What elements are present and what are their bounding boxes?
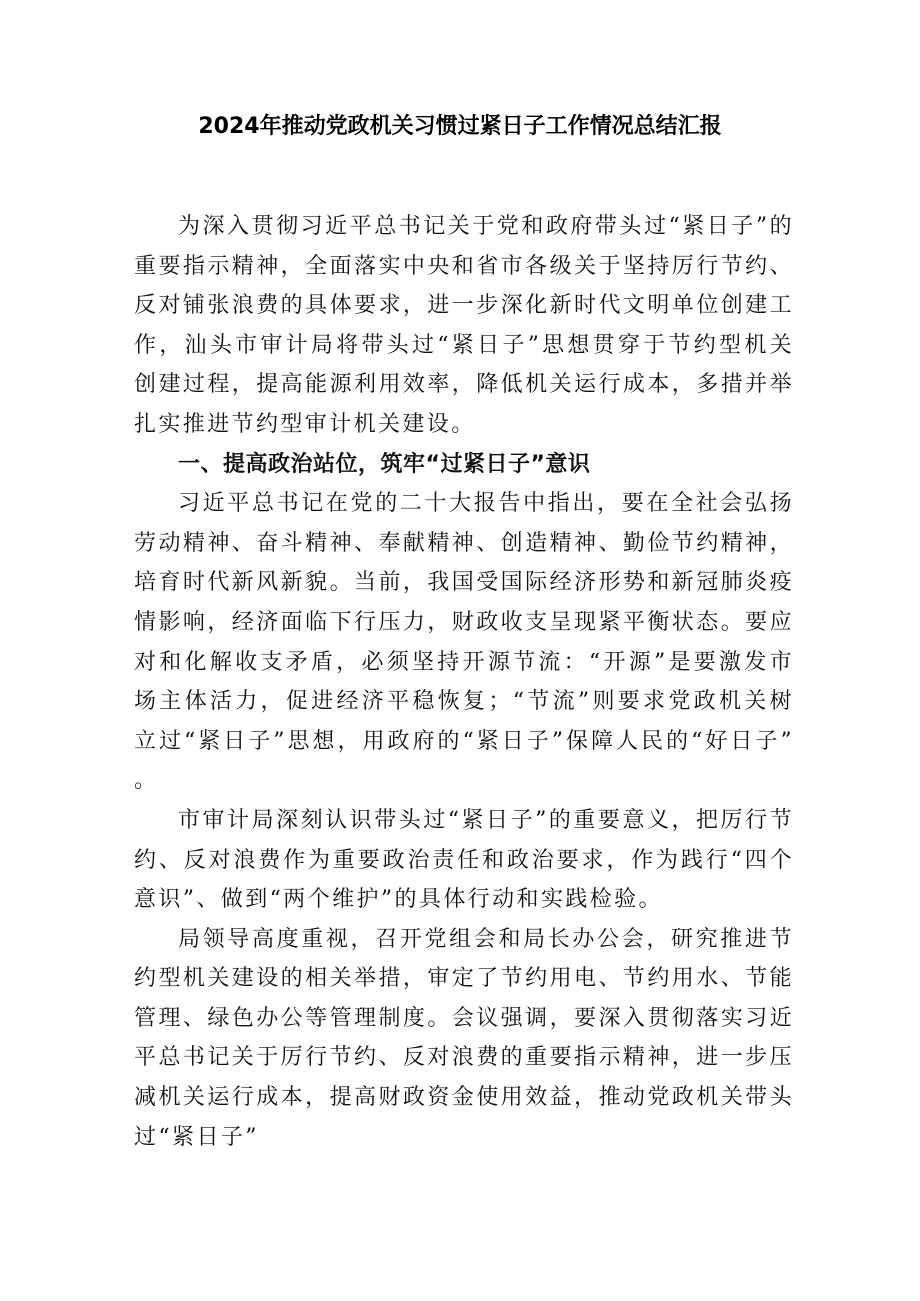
body-paragraph: 市审计局深刻认识带头过“紧日子”的重要意义，把厉行节约、反对浪费作为重要政治责任和政治要求，作为践行“四个意识”、做到“两个维护”的具体行动和实践检验。: [134, 807, 794, 913]
body-paragraph: 局领导高度重视，召开党组会和局长办公会，研究推进节约型机关建设的相关举措，审定了节约用电、节约用水、节能管理、绿色办公等管理制度。会议强调，要深入贯彻落实习近平总书记关于厉行节约、反对浪费的重要指示精神，进一步压减机关运行成本，提高财政资金使用效益，推动党政机关带头过“紧日子”: [134, 926, 794, 1150]
document-body: [134, 207, 794, 1157]
section-heading: 一、提高政治站位，筑牢“过紧日子”意识: [178, 451, 591, 477]
document-title: 2024年推动党政机关习惯过紧日子工作情况总结汇报: [198, 114, 722, 139]
intro-paragraph: 为深入贯彻习近平总书记关于党和政府带头过“紧日子”的重要指示精神，全面落实中央和省市各级关于坚持厉行节约、反对铺张浪费的具体要求，进一步深化新时代文明单位创建工作，汕头市审计局将带头过“紧日子”思想贯穿于节约型机关创建过程，提高能源利用效率，降低机关运行成本，多措并举扎实推进节约型审计机关建设。: [134, 214, 794, 437]
body-paragraph: 习近平总书记在党的二十大报告中指出，要在全社会弘扬劳动精神、奋斗精神、奉献精神、创造精神、勤俭节约精神，培育时代新风新貌。当前，我国受国际经济形势和新冠肺炎疫情影响，经济面临下行压力，财政收支呈现紧平衡状态。要应对和化解收支矛盾，必须坚持开源节流：“开源”是要激发市场主体活力，促进经济平稳恢复；“节流”则要求党政机关树立过“紧日子”思想，用政府的“紧日子”保障人民的“好日子”。: [134, 491, 794, 794]
